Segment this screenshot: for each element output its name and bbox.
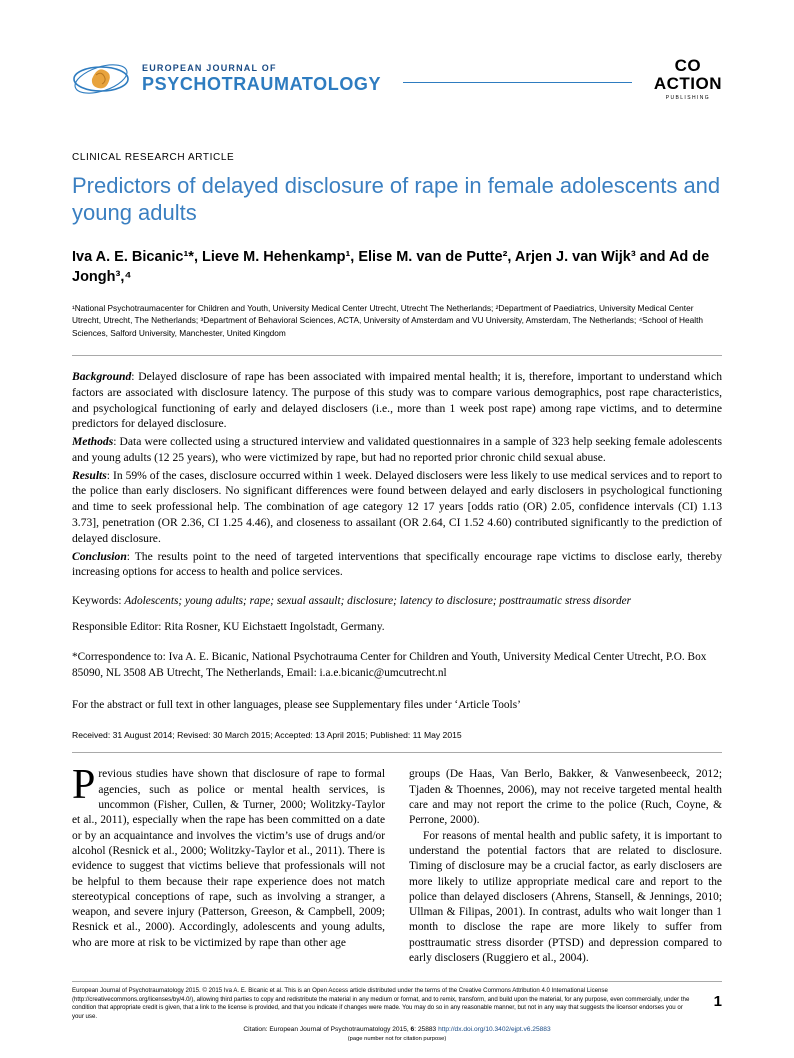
abstract-background-text: : Delayed disclosure of rape has been associated with impaired mental health; it is, therefore, important to understand which factors are associated with disclosure latency. The purpose of this study was to compare various demographics, post rape characteristics, and psychological functioning of early and delayed disclosers (i.e., more than 1 week post rape) among rape victims, and to determine predictors for delayed disclosure. bbox=[72, 370, 722, 431]
abstract-methods-text: : Data were collected using a structured interview and validated questionnaires in a sample of 323 help seeking female adolescents and young adults (12 25 years), who were victimized by rape, but had no reported prior chronic child sexual abuse. bbox=[72, 435, 722, 464]
abstract-background bbox=[72, 369, 722, 432]
abstract-methods bbox=[72, 434, 722, 466]
footer-divider bbox=[72, 981, 722, 982]
divider-above-body bbox=[72, 752, 722, 753]
journal-logo bbox=[72, 59, 381, 99]
publisher-logo-sub: PUBLISHING bbox=[665, 95, 711, 101]
abstract-background-label: Background bbox=[72, 370, 132, 384]
citation-line bbox=[72, 1026, 722, 1033]
journal-emblem-icon bbox=[72, 59, 130, 99]
page-footer bbox=[72, 981, 722, 1042]
citation-doi-link[interactable]: http://dx.doi.org/10.3402/ejpt.v6.25883 bbox=[438, 1026, 551, 1033]
body-column-left bbox=[72, 762, 385, 966]
keywords-label: Keywords: bbox=[72, 595, 122, 608]
body-paragraph: For reasons of mental health and public safety, it is important to understand the potential factors that are related to disclosure. Timing of disclosure may be a crucial factor, as early disclosers are more likely to utilize appropriate medical care and report to the police than delayed disclosers (Ahrens, Stansell, & Jennings, 2010; Ullman & Filipas, 2001). In contrast, adults who wait longer than 1 month to disclose the rape are more likely to suffer from posttraumatic stress disorder (PTSD) and depression compared to early disclosers (Ruggiero et al., 2004). bbox=[409, 829, 722, 965]
keywords-list: Adolescents; young adults; rape; sexual assault; disclosure; latency to disclosure; posttraumatic stress disorder bbox=[124, 595, 632, 608]
abstract-conclusion-label: Conclusion bbox=[72, 549, 127, 563]
abstract-conclusion bbox=[72, 549, 722, 581]
keywords bbox=[72, 594, 722, 609]
abstract-methods-label: Methods bbox=[72, 435, 114, 449]
publisher-logo bbox=[654, 57, 722, 101]
journal-title-line1: EUROPEAN JOURNAL OF bbox=[142, 62, 277, 73]
license-text: European Journal of Psychotraumatology 2015. © 2015 Iva A. E. Bicanic et al. This is an Open Access article distributed under the terms of the Creative Commons Attribution 4.0 International License (http://creativecommons.org/licenses/by/4.0/), allowing third parties to copy and redistribute the material in any medium or format, and to remix, transform, and build upon the material, for any purpose, even commercially, under the condition that appropriate credit is given, that a link to the license is provided, and that you indicate if changes were made. You may do so in any reasonable manner, but not in any way that suggests the licensor endorses you or your use. bbox=[72, 986, 690, 1021]
journal-title-line2: PSYCHOTRAUMATOLOGY bbox=[142, 74, 382, 95]
abstract-results-text: : In 59% of the cases, disclosure occurred within 1 week. Delayed disclosers were less likely to use medical services and to report to the police than early disclosers. No significant differences were found between delayed and early disclosers in psychological functioning and time to seek professional help. The combination of age category 12 17 years [odds ratio (OR) 2.05, confidence intervals (CI) 1.13 3.73], penetration (OR 2.36, CI 1.25 4.46), and closeness to assailant (OR 2.64, CI 1.52 4.60) contributed significantly to the prediction of delayed disclosure. bbox=[72, 468, 722, 545]
abstract-results bbox=[72, 468, 722, 547]
divider-above-abstract bbox=[72, 355, 722, 356]
author-list: Iva A. E. Bicanic¹*, Lieve M. Hehenkamp¹, Elise M. van de Putte², Arjen J. van Wijk³ and Ad de Jongh³,⁴ bbox=[72, 248, 710, 286]
abstract-conclusion-text: : The results point to the need of targeted interventions that specifically encourage rape victims to disclose early, thereby increasing options for access to health and police services. bbox=[72, 549, 722, 579]
publisher-logo-line1: CO bbox=[674, 56, 702, 75]
affiliations: ¹National Psychotraumacenter for Children and Youth, University Medical Center Utrecht, Utrecht The Netherlands; ²Department of Paediatrics, University Medical Center Utrecht, Utrecht, The Netherlands; ³Department of Behavioral Sciences, ACTA, University of Amsterdam and VU University, Amsterdam, The Netherlands; ⁴School of Health Sciences, Salford University, Manchester, United Kingdom bbox=[72, 302, 704, 338]
masthead-divider bbox=[403, 82, 632, 83]
supplementary-note: For the abstract or full text in other languages, please see Supplementary files under ‘Article Tools’ bbox=[72, 699, 521, 712]
body-paragraph-text: revious studies have shown that disclosure of rape to formal agencies, such as police or mental health services, is uncommon (Fisher, Cullen, & Turner, 2000; Wolitzky-Taylor et al., 2011), especially when the rape has been committed on a date or by an acquaintance and involves the victim’s use of drugs and/or alcohol (Resnick et al., 2000; Wolitzky-Taylor et al., 2011). There is evidence to suggest that victims believe that professionals will not be helpful to them because their rape experience does not match stereotypical conceptions of rape, such as involving a stranger, a weapon, and severe injury (Patterson, Greeson, & Campbell, 2009; Resnick et al., 2000). Accordingly, adolescents and young adults, who are more at risk to be victimized by rape than other age bbox=[72, 768, 385, 949]
masthead bbox=[72, 0, 722, 110]
body-column-right bbox=[409, 767, 722, 966]
body-columns bbox=[72, 762, 722, 966]
responsible-editor: Responsible Editor: Rita Rosner, KU Eichstaett Ingolstadt, Germany. bbox=[72, 621, 385, 634]
body-paragraph bbox=[72, 762, 385, 951]
page-title: Predictors of delayed disclosure of rape in female adolescents and young adults bbox=[72, 173, 721, 225]
abstract-results-label: Results bbox=[72, 468, 107, 482]
citation-volume: 6 bbox=[410, 1026, 415, 1033]
abstract bbox=[72, 369, 722, 580]
citation-article: : 25883 bbox=[414, 1026, 439, 1033]
publisher-logo-line2: ACTION bbox=[653, 74, 722, 93]
journal-title bbox=[142, 64, 381, 94]
footer-row bbox=[72, 987, 722, 1022]
correspondence-block: *Correspondence to: Iva A. E. Bicanic, National Psychotrauma Center for Children and Youth, University Medical Center Utrecht, P.O. Box 85090, NL 3508 AB Utrecht, The Netherlands, Email: i.a.e.bicanic@umcutrecht.nl bbox=[72, 651, 707, 680]
publication-dates: Received: 31 August 2014; Revised: 30 March 2015; Accepted: 13 April 2015; Published: 11 May 2015 bbox=[72, 730, 462, 741]
article-type-label: CLINICAL RESEARCH ARTICLE bbox=[72, 152, 235, 163]
drop-cap: P bbox=[72, 762, 96, 809]
citation-prefix: Citation: European Journal of Psychotraumatology 2015, bbox=[243, 1026, 411, 1033]
not-for-citation-note: (page number not for citation purpose) bbox=[347, 1036, 447, 1042]
page-number: 1 bbox=[713, 992, 722, 1010]
body-paragraph: groups (De Haas, Van Berlo, Bakker, & Vanwesenbeeck, 2012; Tjaden & Thoennes, 2006), may not receive targeted mental health care and may not report the crime to the police (Ruch, Coyne, & Perrone, 2000). bbox=[409, 768, 722, 827]
